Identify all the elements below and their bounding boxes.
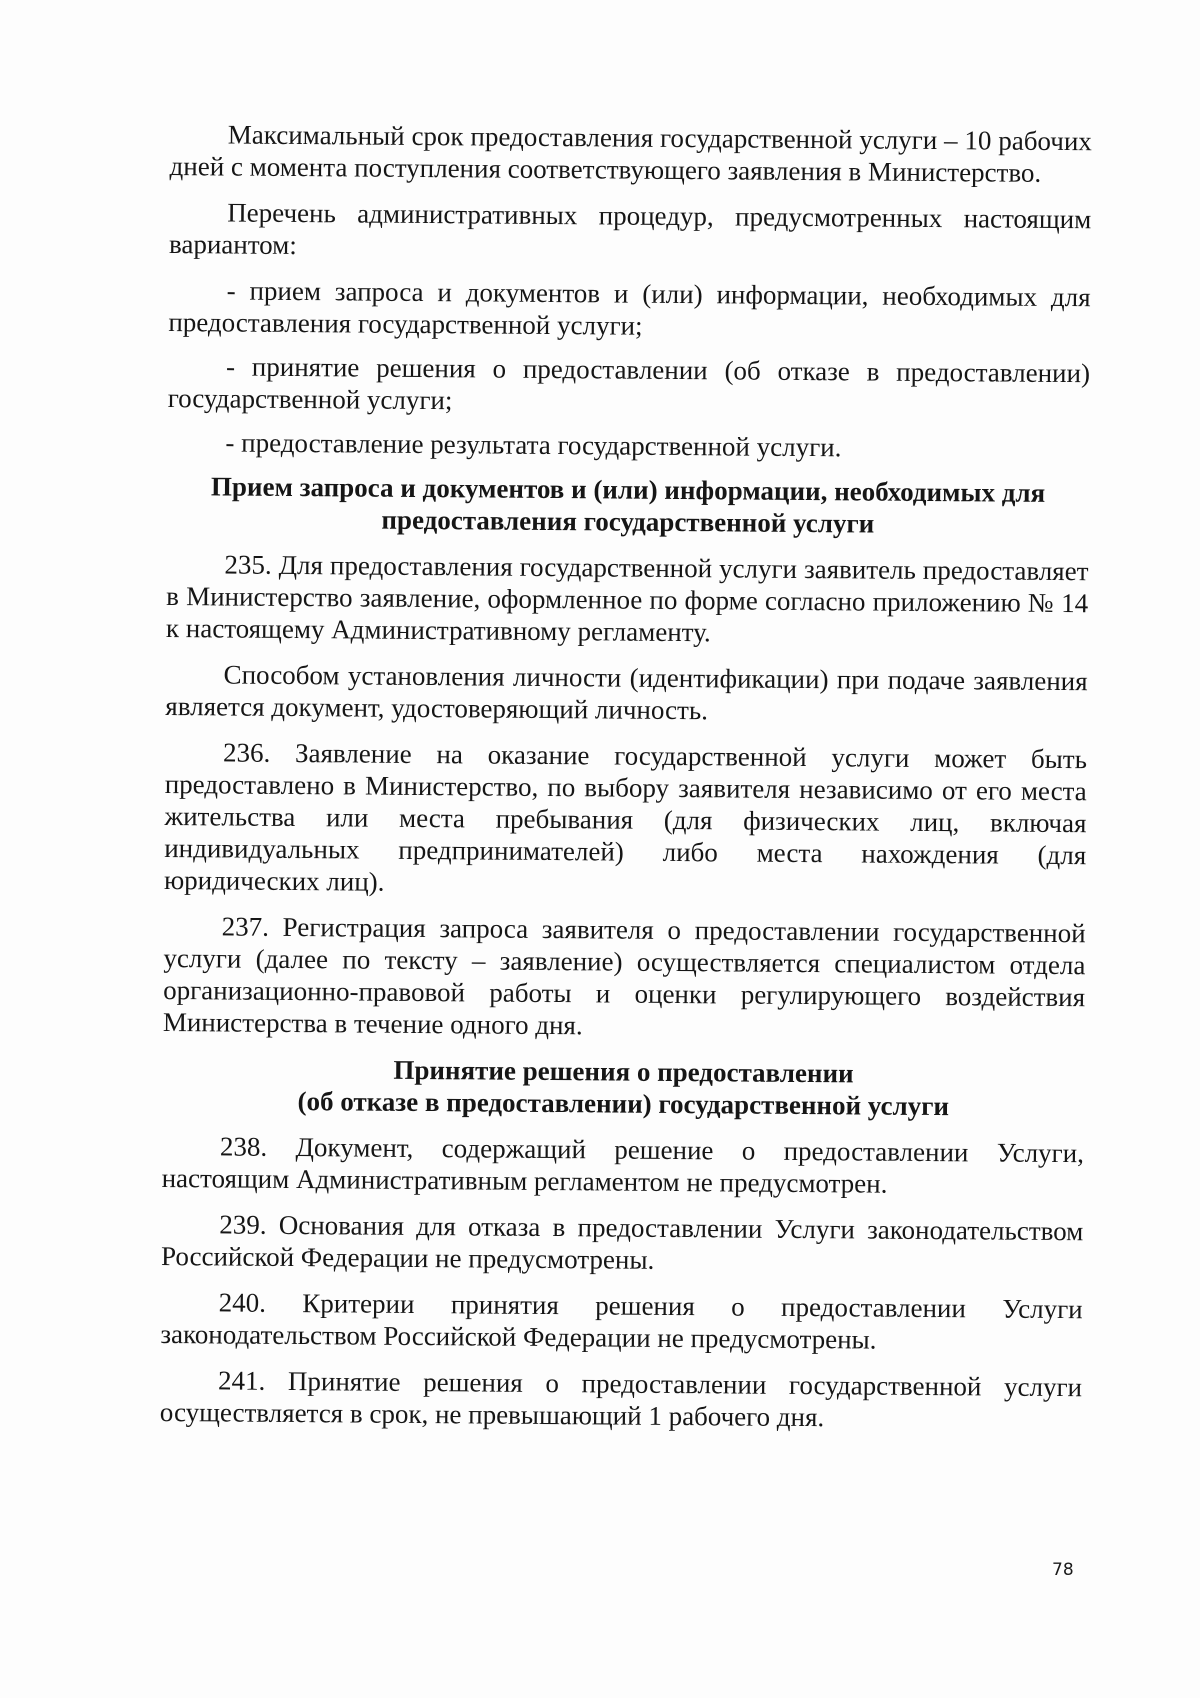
section-heading-line: предоставления государственной услуги [381,504,875,539]
list-item-decision: - принятие решения о предоставлении (об отказе в предоставлении) государственной услуги; [167,351,1091,416]
list-item-request-intake: - прием запроса и документов и (или) информации, необходимых для предоставления государственной услуги; [168,275,1091,341]
section-heading-request-intake [167,470,1089,541]
paragraph-235: 235. Для предоставления государственной услуги заявитель предоставляет в Министерство заявление, оформленное по форме согласно приложению № 14 к настоящему Административному регламенту. [165,549,1089,648]
list-item-result: - предоставление результата государственной услуги. [225,427,842,463]
paragraph-239: 239. Основания для отказа в предоставлении Услуги законодательством Российской Федерации не предусмотрены. [160,1209,1084,1275]
paragraph-procedures-intro: Перечень административных процедур, предусмотренных настоящим вариантом: [168,197,1092,260]
paragraph-identification: Способом установления личности (идентификации) при подаче заявления является документ, удостоверяющий личность. [165,659,1088,726]
section-heading-line: Принятие решения о предоставлении [393,1054,854,1089]
document-body [160,118,1092,1449]
paragraph-236: 236. Заявление на оказание государственной услуги может быть предоставлено в Министерство, по выбору заявителя независимо от его места жительства или места пребывания (для физических лиц, включая индивидуальных предпринимателей) либо места нахождения (для юридических лиц). [163,737,1088,897]
section-heading-line: Прием запроса и документов и (или) информации, необходимых для [210,471,1046,508]
paragraph-240: 240. Критерии принятия решения о предоставлении Услуги законодательством Российской Федерации не предусмотрены. [160,1287,1083,1355]
paragraph-max-term: Максимальный срок предоставления государственной услуги – 10 рабочих дней с момента поступления соответствующего заявления в Министерство. [169,119,1092,188]
section-heading-line: (об отказе в предоставлении) государственной услуги [297,1086,950,1122]
page-number: 78 [1052,1560,1074,1580]
paragraph-237: 237. Регистрация запроса заявителя о предоставлении государственной услуги (далее по тексту – заявление) осуществляется специалистом отдела организационно-правовой работы и оценки регулирующего воздействия Министерства в течение одного дня. [162,911,1086,1041]
paragraph-238: 238. Документ, содержащий решение о предоставлении Услуги, настоящим Административным регламентом не предусмотрен. [161,1131,1085,1199]
paragraph-241: 241. Принятие решения о предоставлении государственной услуги осуществляется в срок, не превышающий 1 рабочего дня. [159,1365,1083,1433]
section-heading-decision [162,1052,1084,1123]
